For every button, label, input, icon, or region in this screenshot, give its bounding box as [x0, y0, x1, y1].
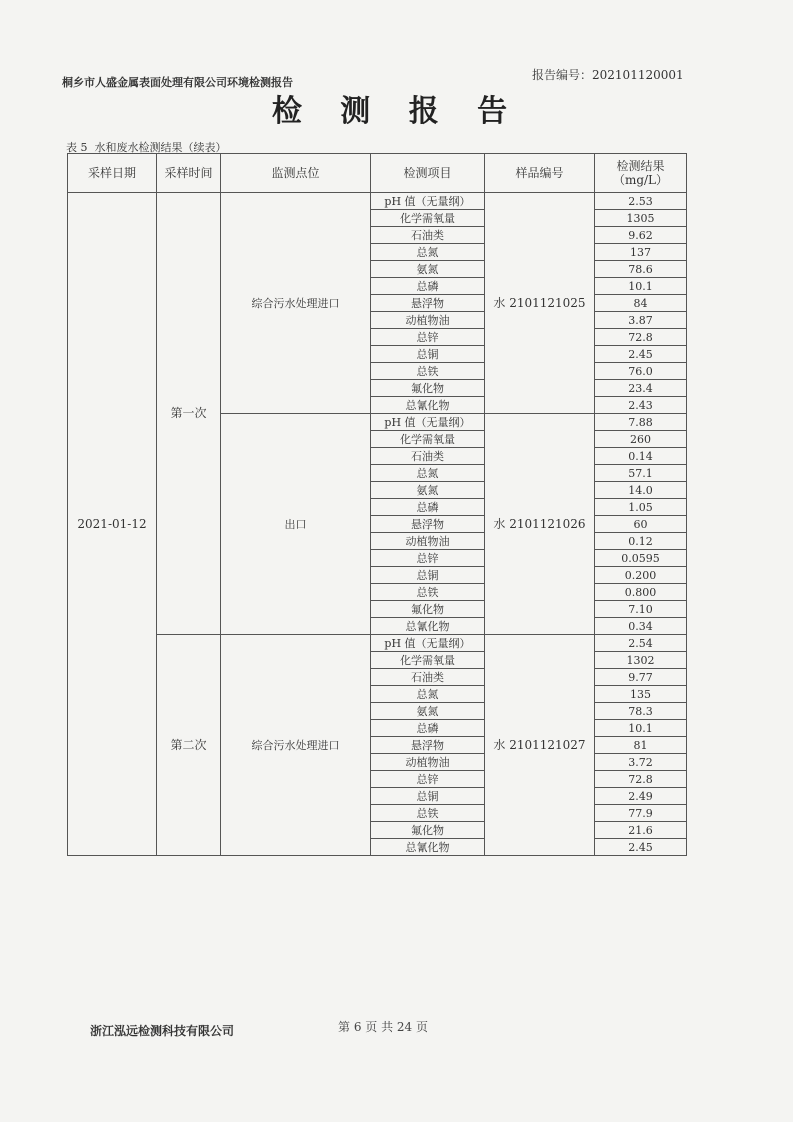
- test-result-cell: 72.8: [595, 329, 687, 346]
- test-item-cell: pH 值（无量纲）: [371, 635, 485, 652]
- test-item-cell: 总铜: [371, 788, 485, 805]
- test-item-cell: 动植物油: [371, 533, 485, 550]
- col-header-result-label: 检测结果: [616, 159, 665, 173]
- footer-page-number: 第 6 页 共 24 页: [338, 1020, 428, 1034]
- test-result-cell: 7.88: [595, 414, 687, 431]
- col-header-site: 监测点位: [221, 154, 371, 193]
- test-result-cell: 1302: [595, 652, 687, 669]
- test-item-cell: 总铜: [371, 567, 485, 584]
- test-item-cell: 总锌: [371, 550, 485, 567]
- test-item-cell: 石油类: [371, 227, 485, 244]
- test-result-cell: 23.4: [595, 380, 687, 397]
- test-item-cell: 总氰化物: [371, 397, 485, 414]
- report-number-value: 202101120001: [592, 68, 684, 82]
- footer-company: 浙江泓远检测科技有限公司: [90, 1024, 235, 1038]
- test-result-cell: 76.0: [595, 363, 687, 380]
- page-title: 检 测 报 告: [271, 94, 522, 129]
- test-item-cell: 总铜: [371, 346, 485, 363]
- test-result-cell: 77.9: [595, 805, 687, 822]
- test-result-cell: 10.1: [595, 720, 687, 737]
- test-item-cell: 总氰化物: [371, 618, 485, 635]
- sampling-time-cell: 第一次: [157, 193, 221, 635]
- sampling-time-cell: 第二次: [157, 635, 221, 856]
- test-result-cell: 21.6: [595, 822, 687, 839]
- test-item-cell: 氨氮: [371, 703, 485, 720]
- test-item-cell: 氟化物: [371, 601, 485, 618]
- test-item-cell: 总锌: [371, 329, 485, 346]
- col-header-time: 采样时间: [157, 154, 221, 193]
- test-item-cell: 悬浮物: [371, 516, 485, 533]
- results-table: [67, 153, 687, 856]
- test-item-cell: 总磷: [371, 720, 485, 737]
- test-result-cell: 1305: [595, 210, 687, 227]
- test-result-cell: 2.54: [595, 635, 687, 652]
- test-result-cell: 0.14: [595, 448, 687, 465]
- test-item-cell: pH 值（无量纲）: [371, 193, 485, 210]
- col-header-result: [595, 154, 687, 193]
- test-item-cell: 总磷: [371, 499, 485, 516]
- test-result-cell: 60: [595, 516, 687, 533]
- test-result-cell: 3.87: [595, 312, 687, 329]
- monitoring-site-cell: 综合污水处理进口: [221, 635, 371, 856]
- report-number: [532, 66, 684, 83]
- test-result-cell: 260: [595, 431, 687, 448]
- test-item-cell: 氟化物: [371, 822, 485, 839]
- test-item-cell: 氨氮: [371, 261, 485, 278]
- test-item-cell: 总氮: [371, 465, 485, 482]
- test-item-cell: 总氮: [371, 244, 485, 261]
- test-result-cell: 10.1: [595, 278, 687, 295]
- test-result-cell: 2.49: [595, 788, 687, 805]
- test-result-cell: 81: [595, 737, 687, 754]
- test-result-cell: 2.53: [595, 193, 687, 210]
- test-result-cell: 137: [595, 244, 687, 261]
- test-item-cell: 总锌: [371, 771, 485, 788]
- test-result-cell: 14.0: [595, 482, 687, 499]
- table-caption-number: 表 5: [66, 141, 88, 154]
- test-item-cell: 总铁: [371, 805, 485, 822]
- test-item-cell: 石油类: [371, 669, 485, 686]
- test-item-cell: 氨氮: [371, 482, 485, 499]
- test-result-cell: 78.6: [595, 261, 687, 278]
- test-result-cell: 57.1: [595, 465, 687, 482]
- test-item-cell: 动植物油: [371, 754, 485, 771]
- test-item-cell: 悬浮物: [371, 295, 485, 312]
- test-result-cell: 0.12: [595, 533, 687, 550]
- test-item-cell: 总磷: [371, 278, 485, 295]
- test-result-cell: 2.45: [595, 346, 687, 363]
- test-item-cell: 悬浮物: [371, 737, 485, 754]
- test-item-cell: 总氰化物: [371, 839, 485, 856]
- test-result-cell: 1.05: [595, 499, 687, 516]
- test-result-cell: 0.34: [595, 618, 687, 635]
- table-row: [68, 635, 687, 652]
- test-result-cell: 9.62: [595, 227, 687, 244]
- test-item-cell: 氟化物: [371, 380, 485, 397]
- test-result-cell: 72.8: [595, 771, 687, 788]
- test-result-cell: 2.43: [595, 397, 687, 414]
- monitoring-site-cell: 出口: [221, 414, 371, 635]
- test-item-cell: pH 值（无量纲）: [371, 414, 485, 431]
- col-header-item: 检测项目: [371, 154, 485, 193]
- test-result-cell: 0.800: [595, 584, 687, 601]
- test-result-cell: 78.3: [595, 703, 687, 720]
- test-result-cell: 84: [595, 295, 687, 312]
- test-item-cell: 总氮: [371, 686, 485, 703]
- test-result-cell: 9.77: [595, 669, 687, 686]
- test-result-cell: 135: [595, 686, 687, 703]
- col-header-date: 采样日期: [68, 154, 157, 193]
- table-row: [68, 193, 687, 210]
- test-item-cell: 石油类: [371, 448, 485, 465]
- test-result-cell: 2.45: [595, 839, 687, 856]
- test-item-cell: 化学需氧量: [371, 210, 485, 227]
- col-header-sample-id: 样品编号: [485, 154, 595, 193]
- table-caption-text: 水和废水检测结果（续表）: [94, 141, 227, 154]
- test-item-cell: 化学需氧量: [371, 652, 485, 669]
- test-item-cell: 总铁: [371, 363, 485, 380]
- sample-id-cell: 水 2101121027: [485, 635, 595, 856]
- report-number-label: 报告编号：: [532, 68, 593, 82]
- monitoring-site-cell: 综合污水处理进口: [221, 193, 371, 414]
- test-result-cell: 7.10: [595, 601, 687, 618]
- test-result-cell: 0.200: [595, 567, 687, 584]
- test-result-cell: 0.0595: [595, 550, 687, 567]
- report-company-header: 桐乡市人盛金属表面处理有限公司环境检测报告: [62, 76, 293, 89]
- test-item-cell: 化学需氧量: [371, 431, 485, 448]
- sample-id-cell: 水 2101121025: [485, 193, 595, 414]
- sampling-date-cell: 2021-01-12: [68, 193, 157, 856]
- results-body: [68, 193, 687, 856]
- sample-id-cell: 水 2101121026: [485, 414, 595, 635]
- col-header-result-unit: （mg/L）: [612, 173, 669, 187]
- test-item-cell: 动植物油: [371, 312, 485, 329]
- test-result-cell: 3.72: [595, 754, 687, 771]
- test-item-cell: 总铁: [371, 584, 485, 601]
- table-header-row: [68, 154, 687, 193]
